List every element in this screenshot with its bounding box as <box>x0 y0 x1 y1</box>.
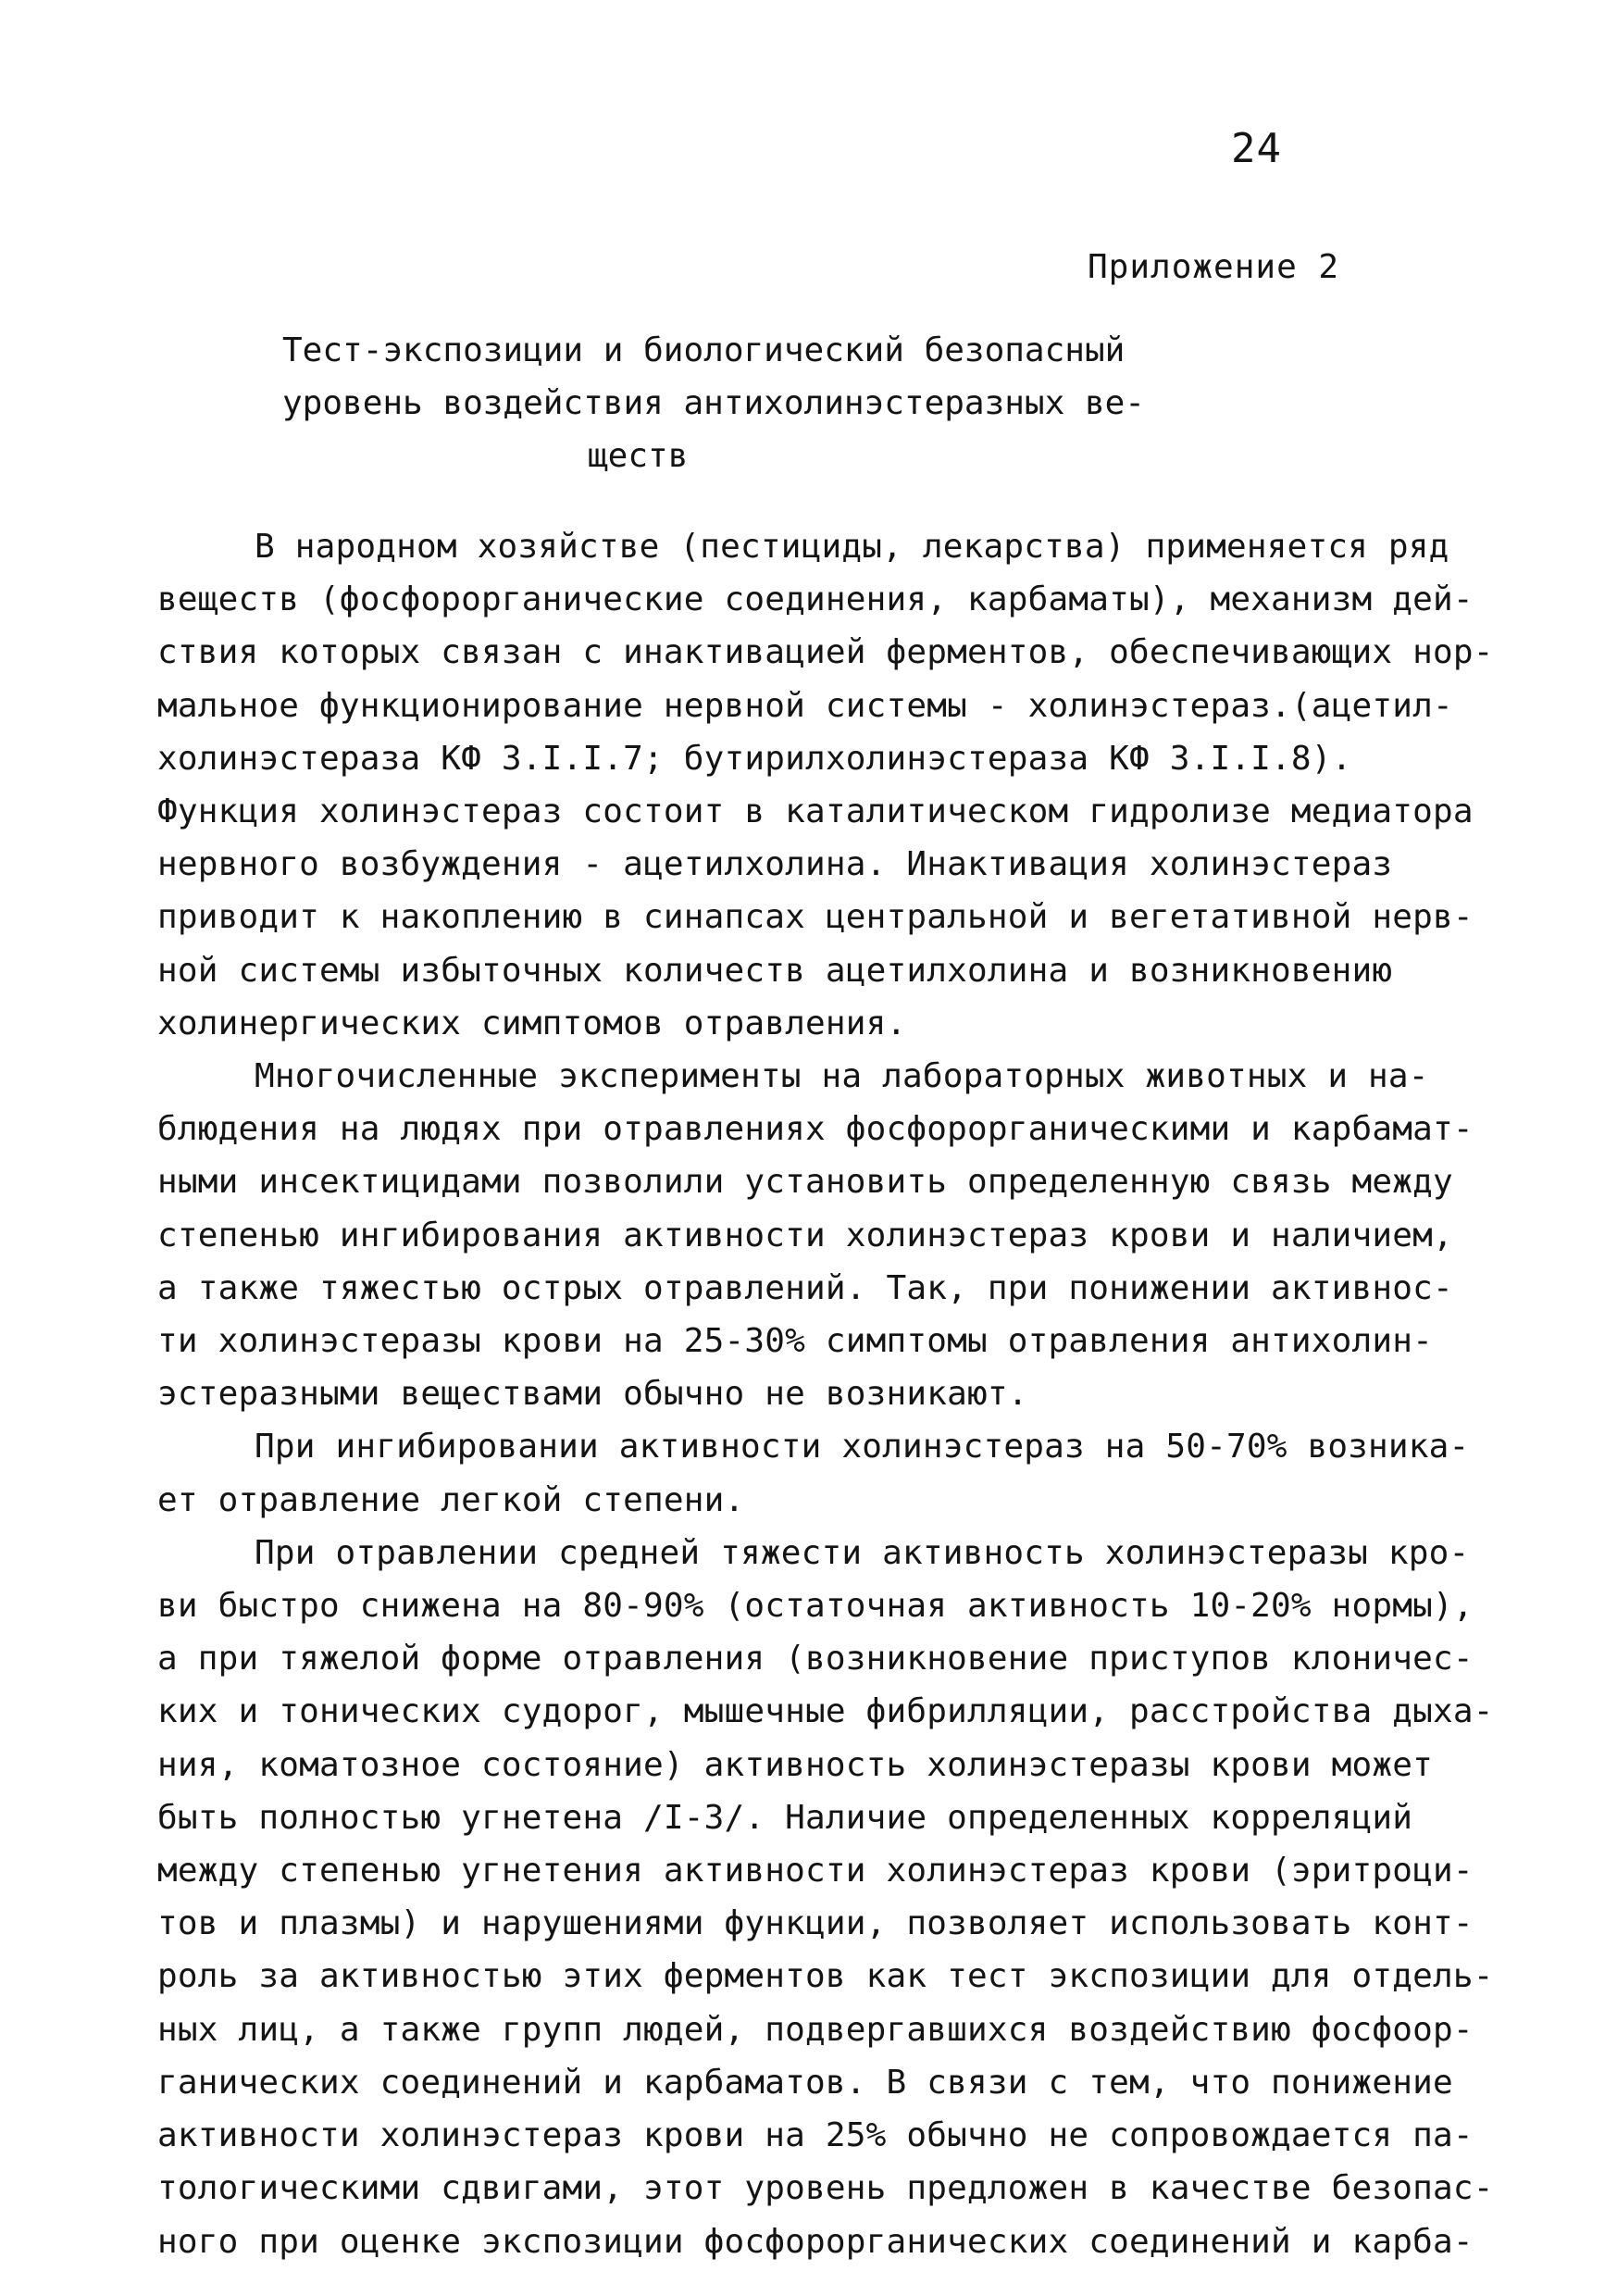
text-line: активности холинэстераз крови на 25% обычно не сопровождается па- <box>157 2116 1474 2155</box>
text-line: ви быстро снижена на 80-90% (остаточная активность 10-20% нормы), <box>157 1587 1474 1626</box>
text-line: тов и плазмы) и нарушениями функции, позволяет использовать конт- <box>157 1904 1474 1943</box>
paragraph <box>157 1050 1474 1420</box>
text-line: ния, коматозное состояние) активность холинэстеразы крови может <box>157 1745 1434 1784</box>
page-number: 24 <box>1231 125 1282 172</box>
text-line: ствия которых связан с инактивацией ферментов, обеспечивающих нор- <box>157 633 1494 672</box>
text-line: ти холинэстеразы крови на 25-30% симптомы отравления антихолин- <box>157 1322 1434 1361</box>
text-line: а также тяжестью острых отравлений. Так, при понижении активнос- <box>157 1268 1453 1307</box>
text-line: ганических соединений и карбаматов. В связи с тем, что понижение <box>157 2063 1453 2102</box>
text-line: ными инсектицидами позволили установить определенную связь между <box>157 1163 1453 1202</box>
text-line: веществ (фосфорорганические соединения, карбаматы), механизм дей- <box>157 580 1474 619</box>
text-line: При ингибировании активности холинэстераз на 50-70% возника- <box>255 1428 1470 1466</box>
text-line: блюдения на людях при отравлениях фосфорорганическими и карбамат- <box>157 1110 1474 1149</box>
title-line: ществ <box>588 437 689 475</box>
text-line: При отравлении средней тяжести активность холинэстеразы кро- <box>255 1533 1470 1572</box>
text-line: ного при оценке экспозиции фосфорорганических соединений и карба- <box>157 2222 1474 2261</box>
text-line: тологическими сдвигами, этот уровень предложен в качестве безопас- <box>157 2169 1494 2208</box>
text-line: холинергических симптомов отравления. <box>157 1004 907 1042</box>
paragraph <box>157 1527 1494 2268</box>
text-line: В народном хозяйстве (пестициды, лекарства) применяется ряд <box>255 528 1449 566</box>
paragraph <box>157 520 1494 1050</box>
text-line: Функция холинэстераз состоит в каталитическом гидролизе медиатора <box>157 792 1474 831</box>
text-line: степенью ингибирования активности холинэстераз крови и наличием, <box>157 1216 1453 1254</box>
body-text <box>157 520 1494 2268</box>
text-line: ных лиц, а также групп людей, подвергавшихся воздействию фосфоор- <box>157 2010 1474 2049</box>
text-line: приводит к накоплению в синапсах центральной и вегетативной нерв- <box>157 898 1474 937</box>
text-line: быть полностью угнетена /I-3/. Наличие определенных корреляций <box>157 1798 1413 1837</box>
text-line: ких и тонических судорог, мышечные фибрилляции, расстройства дыха- <box>157 1692 1494 1731</box>
text-line: эстеразными веществами обычно не возникают. <box>157 1375 1028 1414</box>
text-line: ной системы избыточных количеств ацетилхолина и возникновению <box>157 951 1393 990</box>
text-line: холинэстераза КФ 3.I.I.7; бутирилхолинэстераза КФ 3.I.I.8). <box>157 739 1352 778</box>
paragraph <box>157 1420 1470 1526</box>
text-line: ет отравление легкой степени. <box>157 1480 745 1519</box>
text-line: Многочисленные эксперименты на лабораторных животных и на- <box>255 1057 1429 1096</box>
appendix-label: Приложение 2 <box>1088 248 1340 286</box>
title-line: Тест-экспозиции и биологический безопасный <box>282 331 1126 369</box>
text-line: между степенью угнетения активности холинэстераз крови (эритроци- <box>157 1852 1474 1890</box>
document-title <box>282 324 1208 482</box>
text-line: а при тяжелой форме отравления (возникновение приступов клоничес- <box>157 1640 1474 1678</box>
text-line: роль за активностью этих ферментов как тест экспозиции для отдель- <box>157 1957 1494 1996</box>
text-line: нервного возбуждения - ацетилхолина. Инактивация холинэстераз <box>157 845 1393 884</box>
text-line: мальное функционирование нервной системы - холинэстераз.(ацетил- <box>157 686 1453 725</box>
title-line: уровень воздействия антихолинэстеразных ве- <box>282 384 1145 422</box>
